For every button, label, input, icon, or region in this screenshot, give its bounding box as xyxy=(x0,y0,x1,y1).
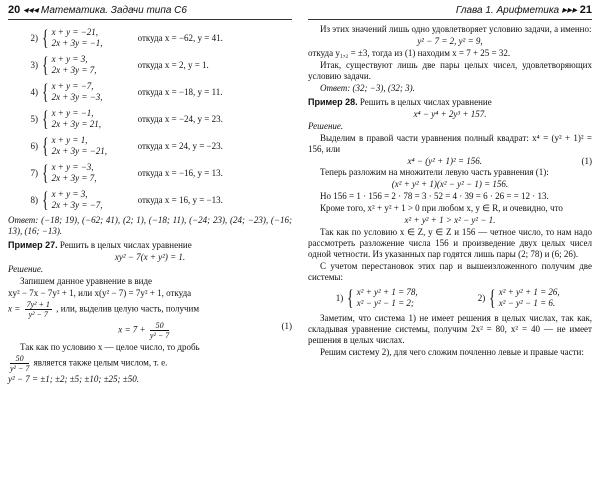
paragraph: Итак, существуют лишь две пары целых чисел, удовлетворяющих условию задачи. xyxy=(308,60,592,81)
example-label: Пример 27. xyxy=(8,240,58,250)
brace: { xyxy=(489,285,496,310)
system-eq: x² + y² + 1 = 26, xyxy=(498,287,560,297)
system-number: 1) xyxy=(335,292,344,303)
paragraph: Выделим в правой части уравнения полный квадрат: x⁴ = (y² + 1)² = 156, или xyxy=(308,133,592,154)
system-result: откуда x = 16, y = −13. xyxy=(137,194,223,205)
equation-tag: (1) xyxy=(281,321,292,331)
denominator: y² − 7 xyxy=(149,331,170,340)
system-number: 2) xyxy=(30,32,38,43)
system-4 xyxy=(8,79,292,105)
left-header xyxy=(8,4,292,18)
system-result: откуда x = −16, y = 13. xyxy=(137,167,223,178)
system-eq: 2x + 3y = −21, xyxy=(51,146,108,156)
system-3 xyxy=(8,52,292,78)
system-eq: x + y = −21, xyxy=(51,27,99,37)
right-content xyxy=(308,24,592,359)
system-eq: 2x + 3y = −7, xyxy=(51,200,103,210)
fraction-line xyxy=(8,300,292,319)
paragraph: Решим систему 2), для чего сложим почленно левые и правые части: xyxy=(320,347,584,357)
right-page-number: 21 xyxy=(579,4,592,16)
solution-label: Решение. xyxy=(8,264,44,274)
paragraph: Так как по условию x — целое число, то дробь xyxy=(20,342,200,352)
numerator: 50 xyxy=(10,354,29,364)
system-equations xyxy=(52,81,132,103)
system-result: откуда x = 24, y = −23. xyxy=(137,140,223,151)
fraction xyxy=(25,300,52,319)
fraction xyxy=(10,354,29,373)
eq-left: x = 7 + xyxy=(118,324,146,335)
system-eq: x + y = 1, xyxy=(51,135,88,145)
fraction xyxy=(150,321,169,340)
system-eq: x + y = 3, xyxy=(51,54,88,64)
x-equals: x = xyxy=(8,303,21,314)
brace: { xyxy=(347,285,354,310)
system-2 xyxy=(471,285,571,311)
paragraph: Но 156 = 1 · 156 = 2 · 78 = 3 · 52 = 4 · 39 = 6 · 26 = = 12 · 13. xyxy=(320,191,549,201)
brace: { xyxy=(42,160,49,185)
numerator: 50 xyxy=(150,321,169,331)
system-number: 7) xyxy=(30,167,38,178)
brace: { xyxy=(42,52,49,77)
paragraph: Теперь разложим на множители левую часть уравнения (1): xyxy=(320,167,549,177)
system-number: 2) xyxy=(477,292,486,303)
system-8 xyxy=(8,187,292,213)
right-running-head: Глава 1. Арифметика xyxy=(455,5,560,16)
brace: { xyxy=(42,25,49,50)
system-eq: x + y = −1, xyxy=(51,108,94,118)
fraction-text: является также целым числом, т. е. xyxy=(33,357,168,368)
right-header xyxy=(308,4,592,18)
system-equations xyxy=(52,162,132,184)
system-number: 3) xyxy=(30,59,38,70)
system-eq: 2x + 3y = 7, xyxy=(51,65,97,75)
left-running-head: Математика. Задачи типа С6 xyxy=(40,5,187,16)
brace: { xyxy=(42,106,49,131)
system-1 xyxy=(329,285,429,311)
equation: y² − 7 = 2, y² = 9, xyxy=(417,36,483,46)
right-page xyxy=(300,0,600,497)
left-page-number: 20 xyxy=(8,4,21,16)
paragraph: Так как по условию x ∈ Z, y ∈ Z и 156 — четное число, то нам надо рассмотреть разложение числа 156 и произведение двух целых чисел одной четности. Из указанных пар годятся лишь пары (2; 78) и (6; 26). xyxy=(308,227,592,259)
brace: { xyxy=(42,133,49,158)
system-7 xyxy=(8,160,292,186)
system-eq: x² − y² − 1 = 2; xyxy=(356,298,414,308)
header-rule xyxy=(8,19,292,20)
denominator: y² − 7 xyxy=(10,364,30,373)
system-result: откуда x = −62, y = 41. xyxy=(137,32,223,43)
system-equations xyxy=(52,189,132,211)
example-equation: xy² − 7(x + y²) = 1. xyxy=(114,252,186,262)
paragraph: откуда y₁,₂ = ±3, тогда из (1) находим x = 7 + 25 = 32. xyxy=(308,48,511,58)
systems-list xyxy=(8,25,292,213)
paragraph: Заметим, что система 1) не имеет решения в целых числах, так как, складывая уравнение системы, получим 2x² = 80, x² = 40 — не имеет решения в целых числах. xyxy=(308,313,592,345)
example-equation: x⁴ − y⁴ + 2y³ + 157. xyxy=(413,109,487,119)
header-rule xyxy=(308,19,592,20)
system-eq: x + y = 3, xyxy=(51,189,88,199)
system-equations xyxy=(52,108,132,130)
paragraph: y² − 7 = ±1; ±2; ±5; ±10; ±25; ±50. xyxy=(8,374,139,384)
example-label: Пример 28. xyxy=(308,97,358,107)
answer-line: Ответ: (32; −3), (32; 3). xyxy=(320,83,415,93)
denominator: y² − 7 xyxy=(28,310,48,319)
system-result: откуда x = −24, y = 23. xyxy=(137,113,223,124)
system-6 xyxy=(8,133,292,159)
system-2 xyxy=(8,25,292,51)
right-marker: ▸▸▸ xyxy=(561,5,577,16)
system-5 xyxy=(8,106,292,132)
system-equations xyxy=(52,54,132,76)
system-eq: 2x + 3y = −3, xyxy=(51,92,103,102)
paragraph: Кроме того, x² + y² + 1 > 0 при любом x, y ∈ R, и очевидно, что xyxy=(320,203,563,213)
system-number: 6) xyxy=(30,140,38,151)
left-content xyxy=(8,24,292,386)
system-result: откуда x = −18, y = 11. xyxy=(137,86,223,97)
equation-1 xyxy=(308,156,592,167)
system-equations xyxy=(52,135,132,157)
equation: (x² + y² + 1)(x² − y² − 1) = 156. xyxy=(391,179,509,189)
system-eq: 2x + 3y = −1, xyxy=(51,38,103,48)
equation-1 xyxy=(8,321,292,340)
left-marker: ◂◂◂ xyxy=(23,5,39,16)
paragraph: xy² − 7x − 7y² + 1, или x(y² − 7) = 7y² + 1, откуда xyxy=(8,288,192,298)
system-eq: x² + y² + 1 = 78, xyxy=(356,287,418,297)
paragraph: Из этих значений лишь одно удовлетворяет условию задачи, а именно: xyxy=(320,24,592,34)
answer-line: Ответ: (−18; 19), (−62; 41), (2; 1), (−18; 11), (−24; 23), (24; −23), (−16; 13), (16; −13). xyxy=(8,215,292,236)
example-task: Решить в целых числах уравнение xyxy=(59,240,192,250)
solution-label: Решение. xyxy=(308,121,344,131)
eq-body: x⁴ − (y² + 1)² = 156. xyxy=(407,156,482,166)
paragraph: Запишем данное уравнение в виде xyxy=(20,276,153,286)
example-task: Решить в целых числах уравнение xyxy=(359,97,492,107)
system-number: 5) xyxy=(30,113,38,124)
equation: x² + y² + 1 > x² − y² − 1. xyxy=(404,215,496,225)
system-result: откуда x = 2, y = 1. xyxy=(137,59,209,70)
system-eq: 2x + 3y = 7, xyxy=(51,173,97,183)
system-eq: 2x + 3y = 21, xyxy=(51,119,101,129)
fraction-text: , или, выделив целую часть, получим xyxy=(56,303,200,314)
system-eq: x² − y² − 1 = 6. xyxy=(498,298,556,308)
fraction-line xyxy=(8,354,292,373)
two-systems xyxy=(308,285,592,311)
system-number: 8) xyxy=(30,194,38,205)
system-equations xyxy=(52,27,132,49)
brace: { xyxy=(42,187,49,212)
equation-tag: (1) xyxy=(581,156,592,166)
paragraph: С учетом перестановок этих пар и вышеизложенного получим две системы: xyxy=(308,261,592,282)
system-eq: x + y = −7, xyxy=(51,81,94,91)
system-eq: x + y = −3, xyxy=(51,162,94,172)
brace: { xyxy=(42,79,49,104)
numerator: 7y² + 1 xyxy=(26,300,50,309)
system-number: 4) xyxy=(30,86,38,97)
